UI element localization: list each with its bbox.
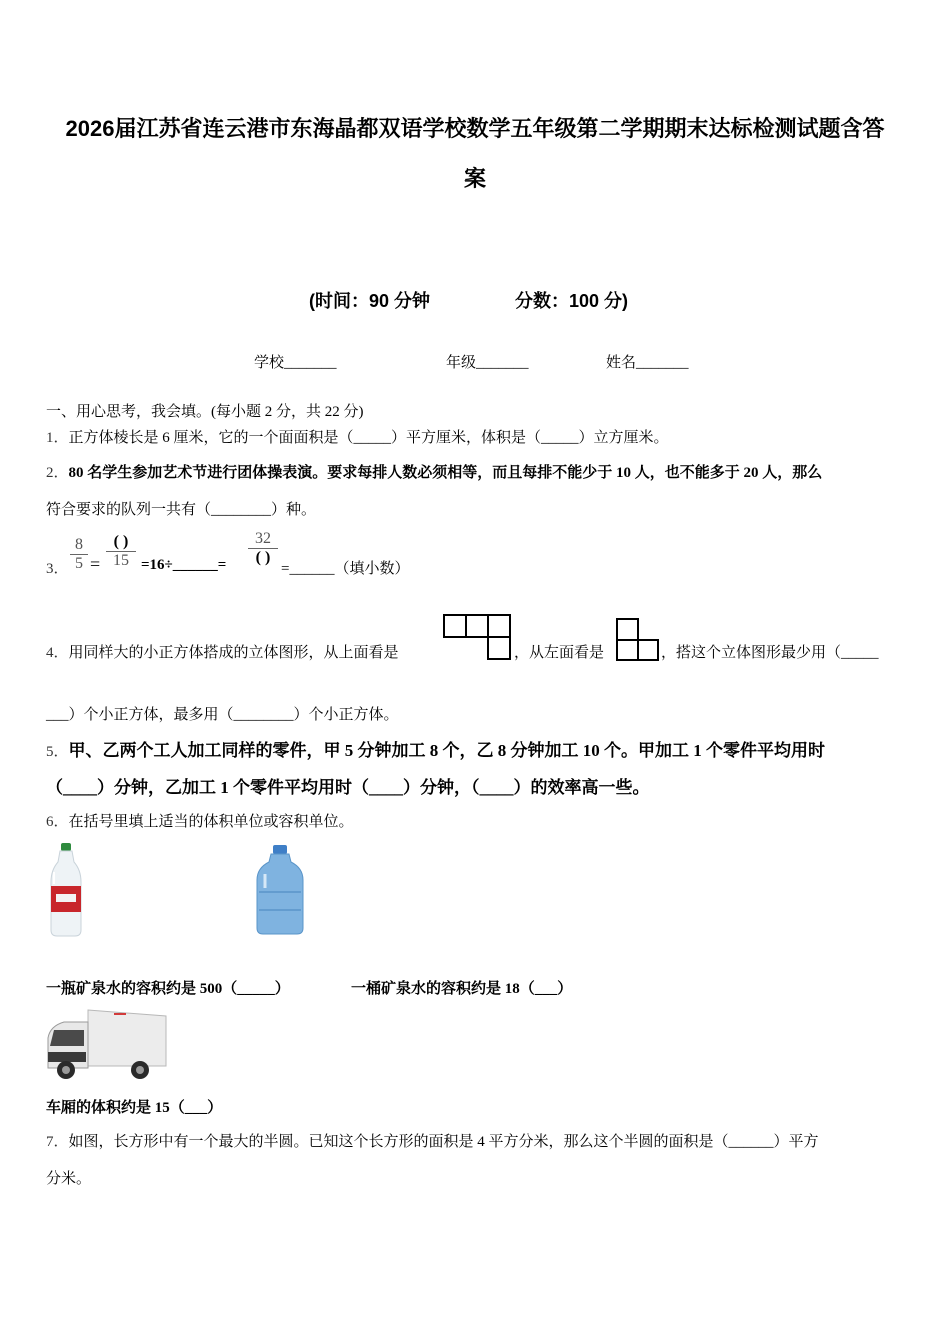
- division-expression: =16÷______=: [141, 557, 227, 573]
- question-4-part2: ，从左面看是: [514, 645, 605, 661]
- decimal-blank: =______（填小数）: [281, 561, 410, 577]
- exam-time: (时间：90 分钟: [309, 291, 431, 311]
- question-5: [46, 736, 825, 761]
- question-text: 在括号里填上适当的体积单位或容积单位。: [68, 814, 354, 830]
- top-view-diagram-icon: [443, 614, 513, 660]
- fraction-denominator-blank[interactable]: ( ): [255, 549, 271, 566]
- question-number: 4．: [46, 645, 69, 661]
- question-1: [46, 426, 669, 447]
- question-4-part3: ，搭这个立体图形最少用（_____: [661, 645, 879, 661]
- truck-icon: [44, 1008, 168, 1082]
- school-field[interactable]: 学校_______: [254, 355, 337, 371]
- question-6: [46, 810, 354, 831]
- question-4: [46, 641, 399, 662]
- fraction-numerator-blank[interactable]: ( ): [113, 533, 129, 550]
- question-number: 7．: [46, 1134, 69, 1150]
- question-number: 3．: [46, 561, 69, 577]
- water-jug-icon: [255, 844, 305, 936]
- question-text: 正方体棱长是 6 厘米，它的一个面面积是（_____）平方厘米，体积是（_____）立方厘米。: [68, 430, 669, 446]
- fraction-8-5: [70, 536, 88, 573]
- question-7: [46, 1130, 819, 1151]
- question-text: 如图，长方形中有一个最大的半圆。已知这个长方形的面积是 4 平方分米，那么这个半圆的面积是（______）平方: [68, 1134, 819, 1150]
- exam-title-continued: 案: [463, 166, 486, 191]
- question-text: 80 名学生参加艺术节进行团体操表演。要求每排人数必须相等，而且每排不能少于 10 人，也不能多于 20 人，那么: [68, 465, 823, 481]
- question-4-line2: ___）个小正方体，最多用（________）个小正方体。: [46, 707, 399, 723]
- question-7-line2: 分米。: [46, 1171, 92, 1187]
- truck-caption: 车厢的体积约是 15（___）: [46, 1100, 223, 1116]
- question-2: [46, 461, 822, 482]
- question-3-number: [46, 557, 69, 578]
- section-heading: 一、用心思考，我会填。(每小题 2 分，共 22 分): [46, 404, 364, 420]
- question-number: 2．: [46, 465, 69, 481]
- question-text: 甲、乙两个工人加工同样的零件，甲 5 分钟加工 8 个，乙 8 分钟加工 10 个。甲加工 1 个零件平均用时: [68, 741, 826, 760]
- fraction-numerator: 32: [255, 530, 271, 547]
- fraction-32-blank: [248, 530, 278, 567]
- name-field[interactable]: 姓名_______: [606, 355, 689, 371]
- fraction-denominator: 15: [113, 552, 129, 569]
- grade-field[interactable]: 年级_______: [446, 355, 529, 371]
- question-number: 5．: [46, 744, 69, 760]
- question-text: 用同样大的小正方体搭成的立体图形，从上面看是: [68, 645, 399, 661]
- water-bottle-icon: [48, 842, 84, 938]
- left-view-diagram-icon: [616, 618, 660, 662]
- question-5-line2: （____）分钟，乙加工 1 个零件平均用时（____）分钟，（____）的效率高一些。: [46, 778, 650, 797]
- question-number: 1．: [46, 430, 69, 446]
- equals-sign: =: [90, 554, 101, 574]
- exam-title: 2026届江苏省连云港市东海晶都双语学校数学五年级第二学期期末达标检测试题含答: [65, 116, 885, 141]
- question-2-line2: 符合要求的队列一共有（________）种。: [46, 502, 317, 518]
- fraction-denominator: 5: [75, 555, 83, 572]
- exam-score: 分数：100 分): [515, 291, 629, 311]
- fraction-blank-15: [106, 533, 136, 570]
- jug-caption: 一桶矿泉水的容积约是 18（___）: [351, 981, 573, 997]
- question-number: 6．: [46, 814, 69, 830]
- bottle-caption: 一瓶矿泉水的容积约是 500（_____）: [46, 981, 290, 997]
- fraction-numerator: 8: [75, 536, 83, 553]
